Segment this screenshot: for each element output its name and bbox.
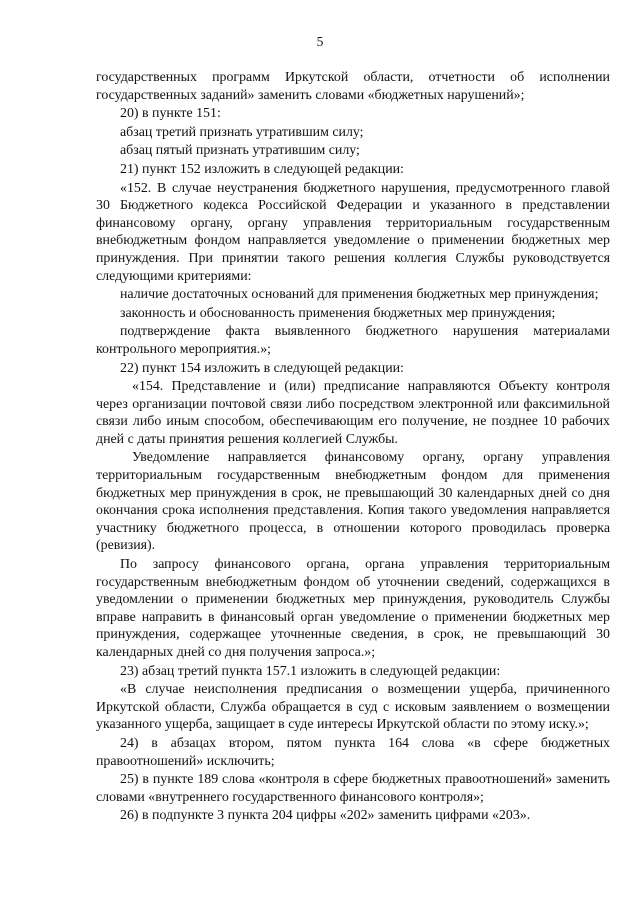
paragraph-criterion-3: подтверждение факта выявленного бюджетного нарушения материалами контрольного мероприятия.»;: [96, 324, 610, 357]
paragraph-item-26: 26) в подпункте 3 пункта 204 цифры «202» заменить цифрами «203».: [120, 808, 531, 824]
paragraph-continuation: государственных программ Иркутской области, отчетности об исполнении государственных заданий» заменить словами «бюджетных нарушений»;: [96, 70, 610, 103]
paragraph-criterion-1: наличие достаточных оснований для применения бюджетных мер принуждения;: [120, 287, 599, 303]
paragraph-item-21: 21) пункт 152 изложить в следующей редакции:: [120, 161, 404, 177]
document-body: [96, 69, 610, 825]
paragraph-notification: Уведомление направляется финансовому органу, органу управления территориальным государственным внебюджетным фондом для применения бюджетных мер принуждения в срок, не превышающий 30 календарных дней со дня окончания срока исполнения представления. Копия такого уведомления направляется участнику бюджетного процесса, в отношении которого проводилась проверка (ревизия).: [96, 450, 610, 554]
page-number: 5: [316, 34, 324, 49]
paragraph-item-22: 22) пункт 154 изложить в следующей редакции:: [120, 360, 404, 376]
paragraph-point-154: «154. Представление и (или) предписание направляются Объекту контроля через организации почтовой связи либо посредством электронной или факсимильной связи либо иным способом, обеспечивающим его получение, не позднее 10 рабочих дней с даты принятия решения коллегией Службы.: [96, 379, 610, 447]
paragraph-item-20: 20) в пункте 151:: [120, 106, 221, 122]
paragraph-item-25: 25) в пункте 189 слова «контроля в сфере бюджетных правоотношений» заменить словами «внутреннего государственного финансового контроля»;: [96, 772, 610, 805]
paragraph-criterion-2: законность и обоснованность применения бюджетных мер принуждения;: [120, 305, 556, 321]
paragraph-item-23: 23) абзац третий пункта 157.1 изложить в следующей редакции:: [120, 663, 501, 679]
paragraph-point-152: «152. В случае неустранения бюджетного нарушения, предусмотренного главой 30 Бюджетного кодекса Российской Федерации и указанного в представлении финансовому органу, органу управления территориальным государственным внебюджетным фондом направляется уведомление о применении бюджетных мер принуждения. При принятии такого решения коллегия Службы руководствуется следующими критериями:: [96, 180, 610, 284]
paragraph-request: По запросу финансового органа, органа управления территориальным государственным внебюджетным фондом об уточнении сведений, содержащихся в уведомлении о применении бюджетных мер принуждения, руководитель Службы вправе направить в финансовый орган уведомление о применении бюджетных мер принуждения, содержащее уточненные сведения, в срок, не превышающий 30 календарных дней со дня получения запроса.»;: [96, 557, 610, 660]
paragraph-abzac-5: абзац пятый признать утратившим силу;: [120, 143, 360, 159]
paragraph-abzac-3: абзац третий признать утратившим силу;: [120, 124, 364, 140]
paragraph-item-24: 24) в абзацах втором, пятом пункта 164 слова «в сфере бюджетных правоотношений» исключить;: [96, 735, 610, 769]
paragraph-damage-claim: «В случае неисполнения предписания о возмещении ущерба, причиненного Иркутской области, Служба обращается в суд с исковым заявлением о возмещении указанного ущерба, защищает в суде интересы Иркутской области по этому иску.»;: [96, 682, 610, 733]
